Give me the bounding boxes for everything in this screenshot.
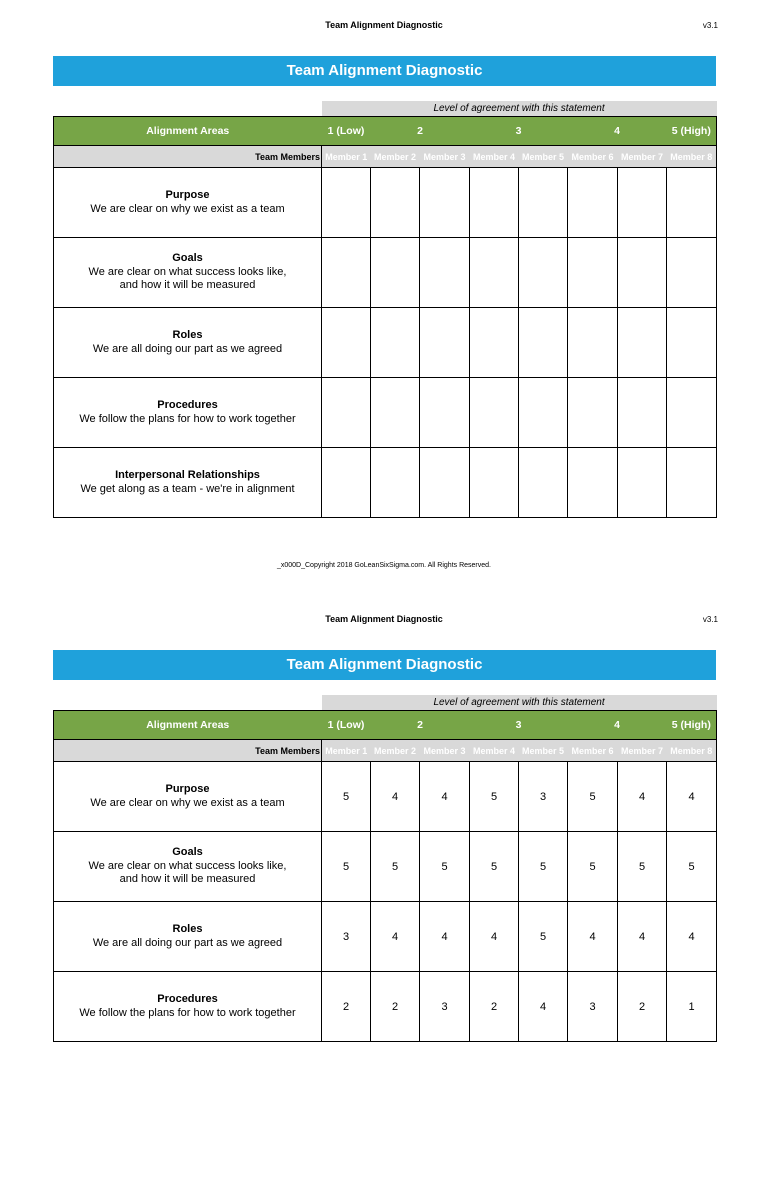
member-header: Member 5 <box>519 146 568 168</box>
score-cell[interactable]: 4 <box>667 902 717 972</box>
team-members-label: Team Members <box>54 740 322 762</box>
member-header: Member 1 <box>322 146 371 168</box>
score-cell[interactable] <box>470 448 519 518</box>
area-row-goals <box>54 238 717 308</box>
score-cell[interactable]: 5 <box>667 832 717 902</box>
score-cell[interactable]: 4 <box>568 902 618 972</box>
area-row-goals <box>54 832 717 902</box>
score-cell[interactable] <box>618 238 667 308</box>
version-label: v3.1 <box>702 21 718 30</box>
score-cell[interactable]: 3 <box>420 972 470 1042</box>
member-header: Member 6 <box>568 146 618 168</box>
area-cell <box>54 378 322 448</box>
agreement-label: Level of agreement with this statement <box>322 101 717 117</box>
score-cell[interactable] <box>618 168 667 238</box>
area-title: Goals <box>172 846 203 859</box>
member-header: Member 8 <box>667 146 717 168</box>
score-cell[interactable] <box>568 308 618 378</box>
score-cell[interactable] <box>618 448 667 518</box>
score-cell[interactable] <box>667 448 717 518</box>
score-cell[interactable]: 5 <box>519 902 568 972</box>
score-cell[interactable] <box>371 238 420 308</box>
copyright-notice: _x000D_Copyright 2018 GoLeanSixSigma.com. All Rights Reserved. <box>276 562 491 569</box>
score-cell[interactable]: 4 <box>519 972 568 1042</box>
score-cell[interactable] <box>420 378 470 448</box>
score-cell[interactable] <box>470 168 519 238</box>
scale-level-5: 5 (High) <box>667 117 717 146</box>
score-cell[interactable]: 3 <box>519 762 568 832</box>
area-title: Purpose <box>165 189 210 201</box>
banner-title: Team Alignment Diagnostic <box>53 56 716 86</box>
score-cell[interactable] <box>568 238 618 308</box>
area-description: We are clear on what success looks like, <box>88 265 287 278</box>
score-cell[interactable] <box>420 168 470 238</box>
member-header: Member 5 <box>519 740 568 762</box>
score-cell[interactable] <box>519 238 568 308</box>
banner-title: Team Alignment Diagnostic <box>53 650 716 680</box>
scale-level-5: 5 (High) <box>667 711 717 740</box>
team-members-label: Team Members <box>54 146 322 168</box>
area-title: Roles <box>172 329 203 341</box>
member-header: Member 2 <box>371 146 420 168</box>
area-cell <box>54 168 322 238</box>
agreement-label: Level of agreement with this statement <box>322 695 717 711</box>
score-cell[interactable] <box>420 238 470 308</box>
scale-level-3: 3 <box>470 711 568 740</box>
score-cell[interactable] <box>420 448 470 518</box>
diagnostic-table <box>53 101 717 518</box>
score-cell[interactable] <box>371 448 420 518</box>
area-cell <box>54 902 322 972</box>
area-description: We follow the plans for how to work together <box>79 412 296 425</box>
area-row-roles <box>54 308 717 378</box>
area-title: Procedures <box>157 993 218 1005</box>
score-cell[interactable]: 5 <box>322 832 371 902</box>
member-header: Member 3 <box>420 146 470 168</box>
area-title: Goals <box>172 252 203 265</box>
area-description: and how it will be measured <box>119 279 256 292</box>
score-cell[interactable] <box>322 238 371 308</box>
score-cell[interactable] <box>322 378 371 448</box>
area-title: Interpersonal Relationships <box>115 469 260 481</box>
area-title: Roles <box>172 923 203 935</box>
score-cell[interactable] <box>371 378 420 448</box>
score-cell[interactable]: 4 <box>420 902 470 972</box>
score-cell[interactable] <box>420 308 470 378</box>
score-cell[interactable] <box>371 308 420 378</box>
version-label: v3.1 <box>702 615 718 624</box>
area-row-interpersonal <box>54 448 717 518</box>
member-header: Member 8 <box>667 740 717 762</box>
score-cell[interactable]: 4 <box>420 762 470 832</box>
score-cell[interactable] <box>568 168 618 238</box>
score-cell[interactable]: 2 <box>322 972 371 1042</box>
score-cell[interactable] <box>667 238 717 308</box>
page-header-title: Team Alignment Diagnostic <box>325 614 443 624</box>
score-cell[interactable] <box>371 168 420 238</box>
member-header: Member 2 <box>371 740 420 762</box>
area-row-procedures <box>54 378 717 448</box>
score-cell[interactable]: 4 <box>618 762 667 832</box>
score-cell[interactable]: 4 <box>618 902 667 972</box>
score-cell[interactable] <box>470 378 519 448</box>
area-row-purpose <box>54 168 717 238</box>
area-cell <box>54 238 322 308</box>
area-description: We get along as a team - we're in alignment <box>80 482 295 495</box>
alignment-areas-header: Alignment Areas <box>54 117 322 146</box>
score-cell[interactable]: 5 <box>322 762 371 832</box>
page-header-title: Team Alignment Diagnostic <box>325 20 443 30</box>
score-cell[interactable]: 5 <box>568 762 618 832</box>
score-cell[interactable]: 2 <box>371 972 420 1042</box>
member-header: Member 4 <box>470 740 519 762</box>
score-cell[interactable]: 5 <box>519 832 568 902</box>
score-cell[interactable]: 4 <box>371 902 420 972</box>
area-description: We are all doing our part as we agreed <box>92 936 283 949</box>
score-cell[interactable] <box>618 378 667 448</box>
score-cell[interactable] <box>568 448 618 518</box>
member-header: Member 6 <box>568 740 618 762</box>
score-cell[interactable]: 5 <box>568 832 618 902</box>
area-description: We are clear on why we exist as a team <box>90 202 285 215</box>
score-cell[interactable] <box>667 378 717 448</box>
score-cell[interactable] <box>470 238 519 308</box>
scale-level-2: 2 <box>371 711 470 740</box>
score-cell[interactable]: 5 <box>371 832 420 902</box>
score-cell[interactable]: 4 <box>371 762 420 832</box>
score-cell[interactable]: 2 <box>618 972 667 1042</box>
score-cell[interactable] <box>618 308 667 378</box>
score-cell[interactable]: 5 <box>470 832 519 902</box>
area-cell <box>54 832 322 902</box>
score-cell[interactable] <box>470 308 519 378</box>
score-cell[interactable] <box>568 378 618 448</box>
area-cell <box>54 762 322 832</box>
member-header: Member 3 <box>420 740 470 762</box>
area-title: Purpose <box>165 783 210 795</box>
score-cell[interactable] <box>519 448 568 518</box>
score-cell[interactable]: 1 <box>667 972 717 1042</box>
score-cell[interactable] <box>667 168 717 238</box>
scale-level-1: 1 (Low) <box>322 117 371 146</box>
page-2 <box>0 594 768 1188</box>
area-cell <box>54 448 322 518</box>
scale-level-1: 1 (Low) <box>322 711 371 740</box>
score-cell[interactable]: 5 <box>470 762 519 832</box>
score-cell[interactable]: 5 <box>420 832 470 902</box>
area-title: Procedures <box>157 399 218 411</box>
diagnostic-table <box>53 695 717 1042</box>
scale-level-3: 3 <box>470 117 568 146</box>
area-cell <box>54 308 322 378</box>
area-row-roles <box>54 902 717 972</box>
score-cell[interactable]: 4 <box>667 762 717 832</box>
area-description: We follow the plans for how to work together <box>79 1006 296 1019</box>
scale-level-4: 4 <box>568 711 667 740</box>
score-cell[interactable] <box>519 378 568 448</box>
member-header: Member 1 <box>322 740 371 762</box>
member-header: Member 7 <box>618 740 667 762</box>
score-cell[interactable] <box>322 448 371 518</box>
score-cell[interactable] <box>519 168 568 238</box>
alignment-areas-header: Alignment Areas <box>54 711 322 740</box>
member-header: Member 7 <box>618 146 667 168</box>
score-cell[interactable] <box>322 168 371 238</box>
score-cell[interactable]: 3 <box>568 972 618 1042</box>
area-description: We are clear on what success looks like, <box>88 859 287 872</box>
score-cell[interactable] <box>519 308 568 378</box>
score-cell[interactable] <box>667 308 717 378</box>
area-row-purpose <box>54 762 717 832</box>
member-header: Member 4 <box>470 146 519 168</box>
score-cell[interactable]: 2 <box>470 972 519 1042</box>
score-cell[interactable]: 5 <box>618 832 667 902</box>
area-description: We are all doing our part as we agreed <box>92 342 283 355</box>
area-description: We are clear on why we exist as a team <box>90 796 285 809</box>
score-cell[interactable] <box>322 308 371 378</box>
scale-level-2: 2 <box>371 117 470 146</box>
area-row-procedures <box>54 972 717 1042</box>
area-description: and how it will be measured <box>119 873 256 886</box>
score-cell[interactable]: 3 <box>322 902 371 972</box>
score-cell[interactable]: 4 <box>470 902 519 972</box>
scale-level-4: 4 <box>568 117 667 146</box>
area-cell <box>54 972 322 1042</box>
